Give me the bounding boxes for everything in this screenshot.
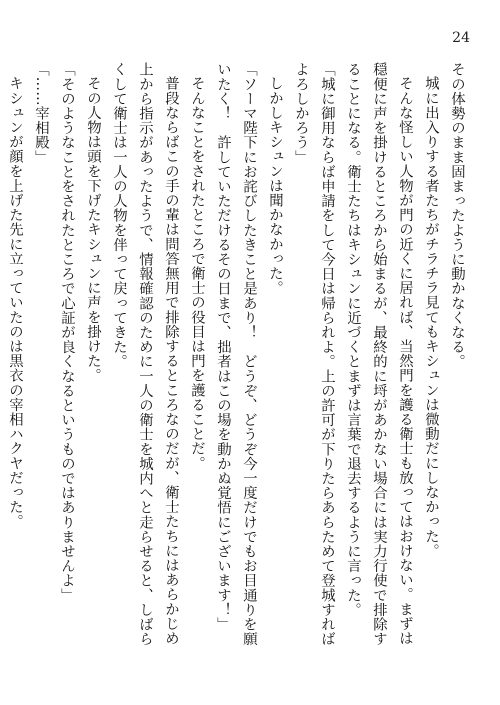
- text-line: ることになる。衛士たちはキシュンに近づくとまずは言葉で退去するように言った。: [345, 62, 361, 617]
- text-line: 「ソーマ陛下にお詫びしたきこと是あり！ どうぞ、どうぞ今一度だけでもお目通りを願: [241, 62, 257, 646]
- text-line: 穏便に声を掛けるところから始まるが、最終的に埒があかない場合には実力行使で排除す: [371, 62, 387, 646]
- text-line: しかしキシュンは聞かなかった。: [267, 76, 283, 296]
- text-line: 普段ならばこの手の輩は問答無用で排除するところなのだが、衛士たちにはあらかじめ: [163, 76, 179, 646]
- text-line: その人物は頭を下げたキシュンに声を掛けた。: [85, 76, 101, 383]
- text-line: 「そのようなことをされたところで心証が良くなるというものではありませんよ」: [59, 62, 75, 603]
- text-line: 「城に御用ならば申請をして今日は帰られよ。上の許可が下りたらあらためて登城すれば: [319, 62, 335, 646]
- text-line: いたく！ 許していただけるその日まで、拙者はこの場を動かぬ覚悟にございます！」: [215, 62, 231, 632]
- page-number: 24: [452, 30, 470, 46]
- text-line: そんな怪しい人物が門の近くに居れば、当然門を護る衛士も放ってはおけない。まずは: [397, 76, 413, 646]
- text-line: キシュンが顔を上げた先に立っていたのは黒衣の宰相ハクヤだった。: [7, 76, 23, 529]
- text-line: よろしかろう」: [293, 62, 309, 165]
- text-line: そんなことをされたところで衛士の役目は門を護ることだ。: [189, 76, 205, 471]
- text-line: 城に出入りする者たちがチラチラ見てもキシュンは微動だにしなかった。: [423, 76, 439, 559]
- text-line: 「……宰相殿」: [33, 62, 49, 165]
- body-text: [2, 62, 470, 662]
- text-line: くして衛士は一人の人物を伴って戻ってきた。: [111, 62, 127, 369]
- text-line: 上から指示があったようで、情報確認のために一人の衛士を城内へと走らせると、しばら: [137, 62, 153, 646]
- text-line: その体勢のまま固まったように動かなくなる。: [449, 62, 465, 369]
